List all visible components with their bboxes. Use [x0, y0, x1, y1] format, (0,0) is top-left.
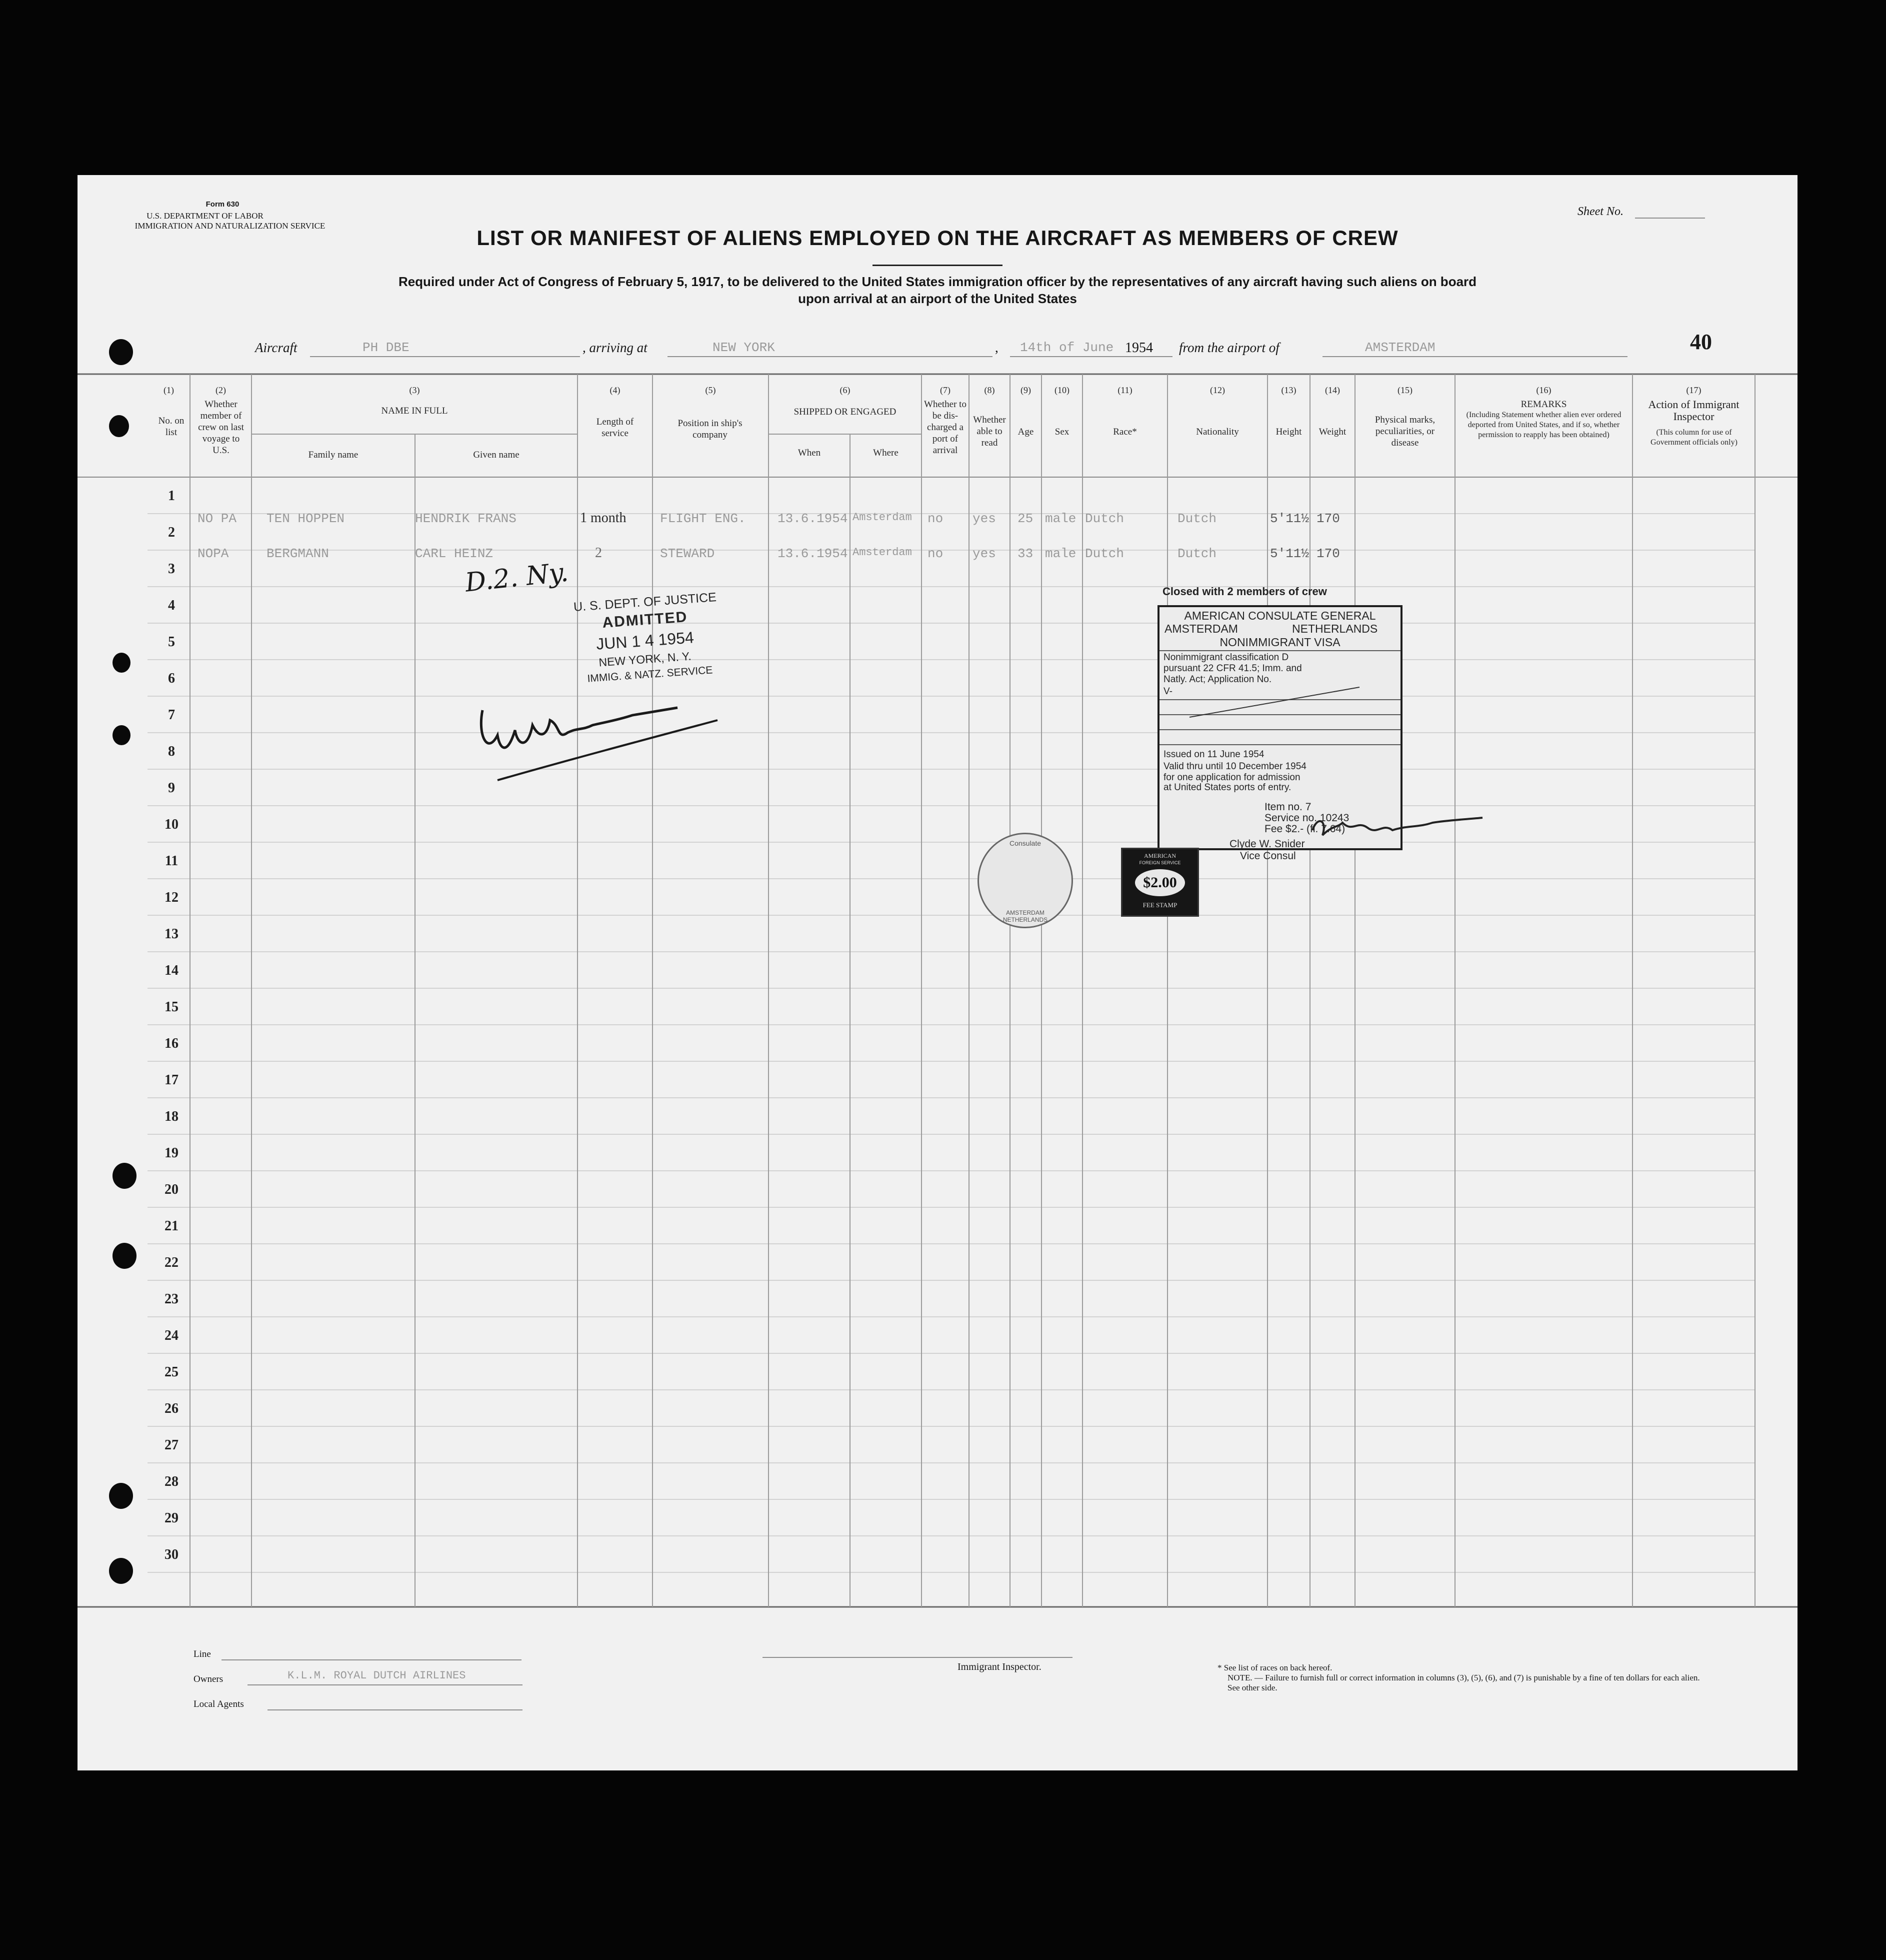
seal-bottom-text: AMSTERDAM NETHERLANDS — [1002, 909, 1048, 923]
page-number: 40 — [1690, 330, 1712, 354]
col-7-label: Whether to be dis-charged a port of arrival — [924, 399, 966, 456]
stamp-admitted: ADMITTED — [602, 609, 688, 631]
owners-underline — [248, 1684, 522, 1685]
agents-underline — [268, 1709, 522, 1710]
visa-rule — [1160, 744, 1400, 745]
visa-cancel-stroke — [1160, 682, 1400, 722]
department-name: U.S. DEPARTMENT OF LABOR — [146, 211, 264, 221]
stamp-service: IMMIG. & NATZ. SERVICE — [586, 664, 714, 685]
row-1-race: Dutch — [1085, 511, 1124, 526]
consulate-city: AMSTERDAM — [1164, 622, 1238, 635]
binder-hole — [109, 1483, 133, 1509]
arrival-year: 1954 — [1125, 340, 1153, 356]
col-16-label: REMARKS — [1520, 399, 1567, 410]
visa-signer-title: Vice Consul — [1240, 850, 1296, 862]
sheet-label: Sheet No. — [1578, 205, 1624, 218]
row-1-family-name: TEN HOPPEN — [266, 511, 345, 526]
row-1-nationality: Dutch — [1178, 511, 1217, 526]
closed-with-note: Closed with 2 members of crew — [1162, 585, 1327, 598]
visa-signer: Clyde W. Snider — [1230, 838, 1305, 850]
row-2-prev-voyage: NOPA — [198, 546, 229, 561]
row-number: 20 — [164, 1182, 178, 1197]
row-2-nationality: Dutch — [1178, 546, 1217, 561]
col-12-label: Nationality — [1196, 427, 1239, 437]
row-1-given-name: HENDRIK FRANS — [415, 511, 516, 526]
consulate-seal — [978, 833, 1073, 928]
col-15-number: (15) — [1398, 385, 1412, 395]
row-number: 3 — [168, 561, 175, 577]
row-2-race: Dutch — [1085, 546, 1124, 561]
binder-hole — [109, 1558, 133, 1584]
aircraft-label: Aircraft — [255, 340, 298, 355]
visa-pursuant: pursuant 22 CFR 41.5; Imm. and — [1164, 663, 1302, 674]
service-name: IMMIGRATION AND NATURALIZATION SERVICE — [134, 221, 326, 231]
col-8-label: Whether able to read — [973, 415, 1006, 448]
subtitle-line-1: Required under Act of Congress of February 5, 1917, to be delivered to the United States immigration officer by the representatives of any aircraft having such aliens on board — [398, 274, 1477, 289]
family-name-header: Family name — [308, 450, 358, 460]
row-1-age: 25 — [1018, 511, 1034, 526]
given-name-header: Given name — [473, 450, 520, 460]
handwritten-annotation: D.2. Ny. — [464, 557, 570, 598]
visa-rule — [1160, 729, 1400, 730]
row-1-sex: male — [1045, 511, 1076, 526]
col-2-number: (2) — [216, 385, 226, 395]
row-2-able-to-read: yes — [972, 546, 996, 561]
row-2-position: STEWARD — [660, 546, 715, 561]
col-1-number: (1) — [164, 385, 174, 395]
row-1-able-to-read: yes — [972, 511, 996, 526]
line-underline — [222, 1659, 522, 1660]
row-number: 18 — [164, 1109, 178, 1124]
row-2-age: 33 — [1018, 546, 1034, 561]
owners-label: Owners — [194, 1674, 224, 1684]
arriving-label: , arriving at — [582, 340, 648, 355]
row-number: 4 — [168, 598, 175, 613]
binder-hole — [109, 415, 129, 437]
penalty-note: NOTE. — Failure to furnish full or correct information in columns (3), (5), (6), and (7) is punishable by a fine of ten dollars for each alien. See other side. — [1228, 1673, 1700, 1692]
fee-stamp-bottom: FEE STAMP — [1142, 901, 1178, 909]
row-2-when: 13.6.1954 — [778, 546, 848, 561]
fee-stamp-value: $2.00 — [1135, 869, 1185, 896]
col-5-number: (5) — [705, 385, 716, 395]
consul-signature — [1308, 805, 1488, 850]
col-7-number: (7) — [940, 385, 950, 395]
col-12-number: (12) — [1210, 385, 1225, 395]
line-label: Line — [194, 1649, 211, 1659]
row-2-length-of-service: 2 — [595, 545, 602, 561]
col-4-label: Length of service — [596, 417, 634, 439]
col-9-number: (9) — [1020, 385, 1031, 395]
row-1-where: Amsterdam — [852, 511, 912, 524]
fee-stamp-mid: FOREIGN SERVICE — [1139, 860, 1181, 865]
visa-issued: Issued on 11 June 1954 — [1164, 749, 1264, 760]
row-number: 17 — [164, 1072, 178, 1088]
row-number: 12 — [164, 890, 178, 905]
remarks-note: (Including Statement whether alien ever ordered deported from United States, and if so, whether permission to reapply has been obtained) — [1466, 411, 1622, 439]
visa-valid-3: at United States ports of entry. — [1164, 782, 1292, 793]
row-2-discharged: no — [928, 546, 944, 561]
col-3-number: (3) — [409, 385, 420, 395]
col-13-label: Height — [1276, 427, 1302, 437]
row-number: 6 — [168, 671, 175, 686]
local-agents-label: Local Agents — [194, 1699, 244, 1709]
row-2-sex: male — [1045, 546, 1076, 561]
col-13-number: (13) — [1281, 385, 1296, 395]
row-number: 25 — [164, 1364, 178, 1380]
col-3-label: NAME IN FULL — [381, 406, 448, 416]
row-number: 28 — [164, 1474, 178, 1489]
from-airport-value: AMSTERDAM — [1365, 340, 1436, 355]
row-2-weight: 170 — [1316, 546, 1340, 561]
col-4-number: (4) — [610, 385, 620, 395]
row-number: 14 — [164, 963, 178, 978]
from-airport-label: from the airport of — [1179, 340, 1280, 355]
col-14-number: (14) — [1325, 385, 1340, 395]
visa-service-no: Service no. 10243 — [1264, 812, 1350, 824]
col-10-label: Sex — [1054, 427, 1070, 437]
visa-valid: Valid thru until 10 December 1954 — [1164, 761, 1306, 772]
binder-hole — [112, 653, 130, 673]
col-5-label: Position in ship's company — [678, 418, 742, 440]
arrival-date: 14th of June — [1020, 340, 1114, 355]
binder-hole — [112, 1163, 136, 1189]
col-2-label: Whether member of crew on last voyage to U.S. — [198, 399, 244, 456]
row-number: 9 — [168, 780, 175, 796]
row-number: 16 — [164, 1036, 178, 1051]
col-14-label: Weight — [1318, 427, 1346, 437]
col-16-number: (16) — [1536, 385, 1552, 395]
col-9-label: Age — [1018, 427, 1034, 437]
col-15-label: Physical marks, peculiarities, or disease — [1374, 415, 1436, 448]
row-number: 24 — [164, 1328, 178, 1343]
inspector-signature-line — [762, 1657, 1072, 1658]
row-1-prev-voyage: NO PA — [198, 511, 237, 526]
row-number: 10 — [164, 817, 178, 832]
stamp-place: NEW YORK, N. Y. — [598, 649, 692, 669]
page-title: LIST OR MANIFEST OF ALIENS EMPLOYED ON THE AIRCRAFT AS MEMBERS OF CREW — [476, 226, 1398, 250]
col-1-label: No. on list — [158, 416, 184, 438]
owners-value: K.L.M. ROYAL DUTCH AIRLINES — [288, 1669, 466, 1682]
col-11-label: Race* — [1113, 427, 1137, 437]
row-number: 30 — [164, 1547, 178, 1562]
row-1-when: 13.6.1954 — [778, 511, 848, 526]
stamp-agency: U. S. DEPT. OF JUSTICE — [573, 590, 717, 614]
when-header: When — [798, 448, 821, 458]
visa-fee: Fee $2.- (fl. 7.64) — [1264, 823, 1346, 835]
row-number: 29 — [164, 1510, 178, 1526]
col-17-label: Action of Immigrant Inspector — [1648, 398, 1740, 423]
row-number: 26 — [164, 1401, 178, 1416]
inspector-note: (This column for use of Government officials only) — [1650, 428, 1738, 447]
subtitle-line-2: upon arrival at an airport of the United States — [798, 291, 1077, 306]
binder-hole — [112, 725, 130, 745]
binder-hole — [112, 1243, 136, 1269]
row-1-height: 5'11½ — [1270, 511, 1310, 526]
visa-stamp — [1158, 585, 1408, 862]
row-1-position: FLIGHT ENG. — [660, 511, 746, 526]
row-number: 22 — [164, 1255, 178, 1270]
row-2-height: 5'11½ — [1270, 546, 1310, 561]
col-11-number: (11) — [1118, 385, 1132, 395]
visa-v-line: V- — [1164, 686, 1172, 697]
consulate-country: NETHERLANDS — [1292, 622, 1378, 635]
comma-1: , — [995, 340, 998, 355]
row-number: 1 — [168, 488, 175, 504]
consulate-name: AMERICAN CONSULATE GENERAL — [1184, 609, 1376, 622]
arriving-value: NEW YORK — [712, 340, 775, 355]
visa-classification: Nonimmigrant classification D — [1164, 652, 1289, 663]
row-1-length-of-service: 1 month — [580, 510, 626, 526]
races-note: * See list of races on back hereof. — [1218, 1663, 1332, 1672]
visa-divider — [1160, 650, 1400, 651]
visa-act: Natly. Act; Application No. — [1164, 674, 1272, 685]
visa-type: NONIMMIGRANT VISA — [1220, 636, 1340, 649]
aircraft-value: PH DBE — [362, 340, 410, 355]
col-6-label: SHIPPED OR ENGAGED — [794, 407, 896, 417]
seal-top-text: Consulate — [1009, 839, 1042, 847]
binder-hole — [109, 339, 133, 365]
col-17-number: (17) — [1686, 385, 1702, 395]
visa-valid-2: for one application for admission — [1164, 772, 1300, 783]
row-number: 27 — [164, 1437, 178, 1453]
row-number: 13 — [164, 926, 178, 942]
row-number: 2 — [168, 525, 175, 540]
inspector-signature — [468, 680, 748, 795]
row-number: 7 — [168, 707, 175, 723]
row-number: 15 — [164, 999, 178, 1015]
row-number: 23 — [164, 1291, 178, 1307]
row-2-given-name: CARL HEINZ — [415, 546, 494, 561]
row-number: 5 — [168, 634, 175, 650]
row-number: 21 — [164, 1218, 178, 1234]
where-header: Where — [873, 448, 898, 458]
fee-stamp-top: AMERICAN — [1144, 852, 1176, 859]
row-number: 8 — [168, 744, 175, 759]
row-2-where: Amsterdam — [852, 546, 912, 559]
row-2-family-name: BERGMANN — [266, 546, 329, 561]
manifest-sheet — [78, 175, 1798, 1770]
row-number: 19 — [164, 1145, 178, 1161]
col-6-number: (6) — [840, 385, 850, 395]
row-1-discharged: no — [928, 511, 944, 526]
immigrant-inspector-label: Immigrant Inspector. — [958, 1661, 1042, 1672]
stamp-date: JUN 1 4 1954 — [596, 628, 694, 653]
form-number: Form 630 — [206, 200, 240, 209]
visa-item: Item no. 7 — [1264, 801, 1312, 813]
row-number: 11 — [164, 853, 178, 869]
fee-stamp — [1121, 848, 1199, 917]
col-10-number: (10) — [1054, 385, 1070, 395]
row-1-weight: 170 — [1316, 511, 1340, 526]
col-8-number: (8) — [984, 385, 995, 395]
